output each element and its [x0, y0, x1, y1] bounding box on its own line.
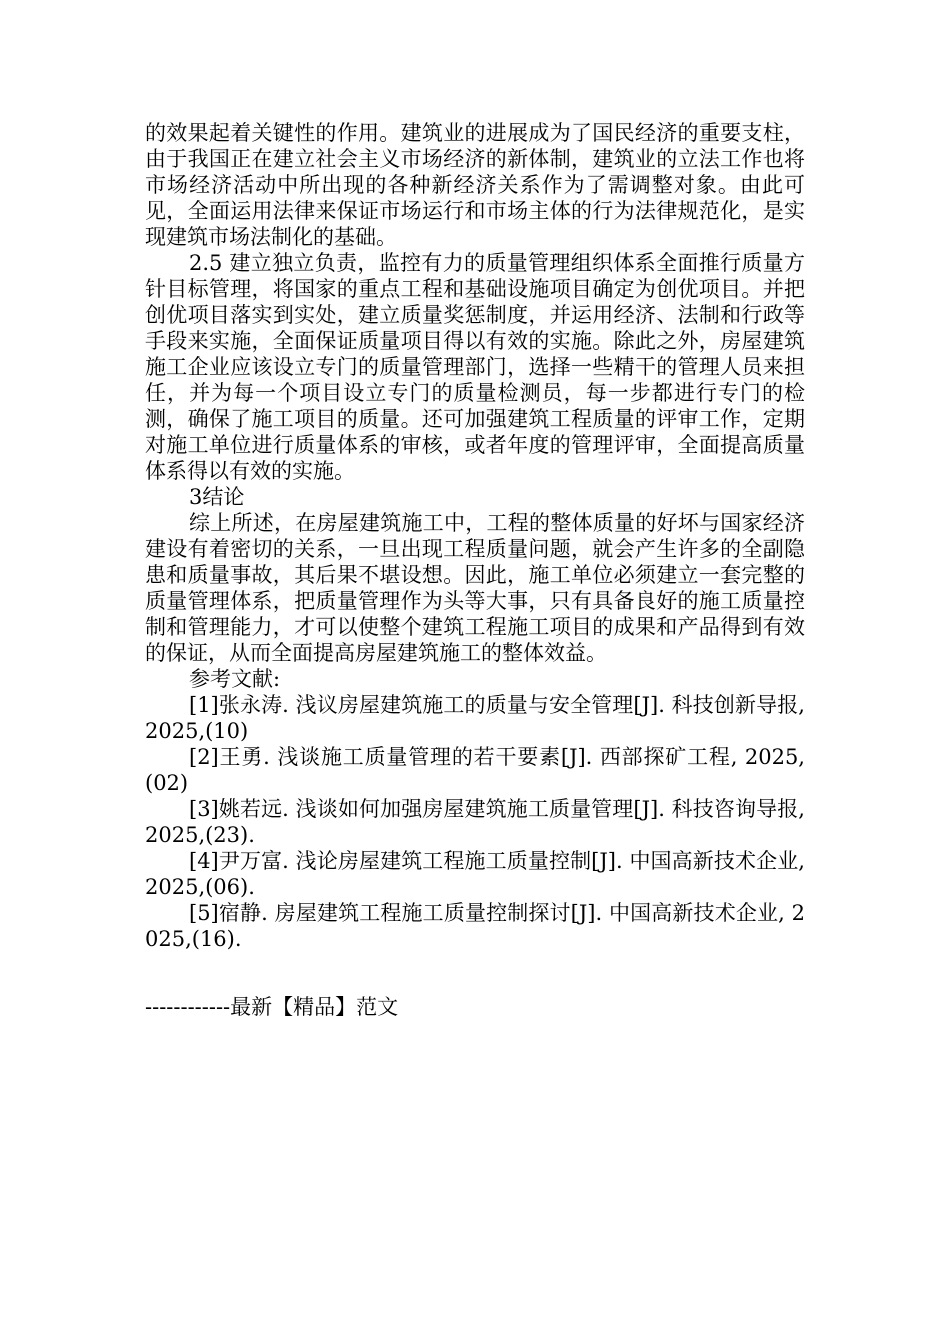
body-paragraph-3: 综上所述，在房屋建筑施工中，工程的整体质量的好坏与国家经济建设有着密切的关系，一旦出现工程质量问题，就会产生许多的全副隐患和质量事故，其后果不堪设想。因此，施工单位必须建立一套完整的质量管理体系，把质量管理作为头等大事，只有具备良好的施工质量控制和管理能力，才可以使整个建筑工程施工项目的成果和产品得到有效的保证，从而全面提高房屋建筑施工的整体效益。 — [145, 511, 805, 665]
document-page — [145, 120, 805, 952]
reference-item-4: [4]尹万富. 浅论房屋建筑工程施工质量控制[J]. 中国高新技术企业, 2025,(06). — [145, 849, 805, 899]
footer-caption: ------------最新【精品】范文 — [145, 995, 399, 1019]
body-paragraph-2: 2.5 建立独立负责，监控有力的质量管理组织体系全面推行质量方针目标管理，将国家的重点工程和基础设施项目确定为创优项目。并把创优项目落实到实处，建立质量奖惩制度，并运用经济、法制和行政等手段来实施，全面保证质量项目得以有效的实施。除此之外，房屋建筑施工企业应该设立专门的质量管理部门，选择一些精干的管理人员来担任，并为每一个项目设立专门的质量检测员，每一步都进行专门的检测，确保了施工项目的质量。还可加强建筑工程质量的评审工作，定期对施工单位进行质量体系的审核，或者年度的管理评审，全面提高质量体系得以有效的实施。 — [145, 251, 805, 483]
reference-item-3: [3]姚若远. 浅谈如何加强房屋建筑施工质量管理[J]. 科技咨询导报, 2025,(23). — [145, 797, 805, 847]
reference-item-5: [5]宿静. 房屋建筑工程施工质量控制探讨[J]. 中国高新技术企业, 2025,(16). — [145, 901, 805, 951]
references-heading: 参考文献: — [189, 667, 281, 691]
reference-item-2: [2]王勇. 浅谈施工质量管理的若干要素[J]. 西部探矿工程, 2025,(02) — [145, 745, 805, 795]
body-paragraph-1: 的效果起着关键性的作用。建筑业的进展成为了国民经济的重要支柱，由于我国正在建立社会主义市场经济的新体制，建筑业的立法工作也将市场经济活动中所出现的各种新经济关系作为了需调整对象。由此可见，全面运用法律来保证市场运行和市场主体的行为法律规范化，是实现建筑市场法制化的基础。 — [145, 121, 805, 249]
reference-item-1: [1]张永涛. 浅议房屋建筑施工的质量与安全管理[J]. 科技创新导报, 2025,(10) — [145, 693, 805, 743]
section-heading-conclusion: 3结论 — [189, 485, 245, 509]
